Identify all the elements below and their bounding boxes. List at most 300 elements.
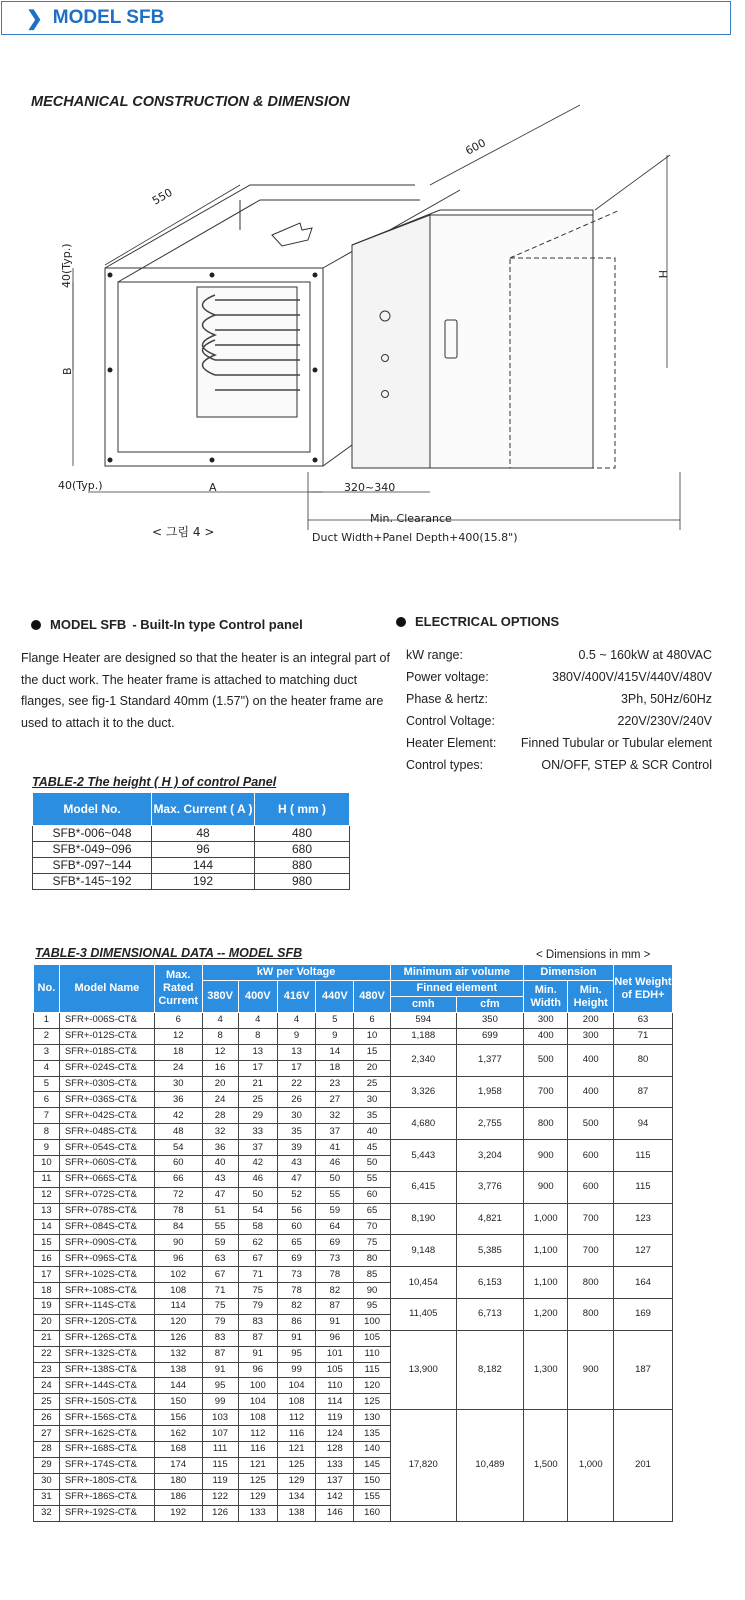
table-cell: 129 xyxy=(238,1489,277,1505)
table-cell: SFR+-048S-CT& xyxy=(59,1124,154,1140)
electrical-heading xyxy=(396,614,559,629)
table-cell: 27 xyxy=(316,1092,354,1108)
table-cell: 90 xyxy=(354,1283,390,1299)
table-cell: 2,340 xyxy=(390,1044,456,1076)
table-cell: 69 xyxy=(277,1251,315,1267)
table-cell: 21 xyxy=(238,1076,277,1092)
table-cell: 40 xyxy=(202,1156,238,1172)
table-cell: 800 xyxy=(524,1108,568,1140)
table-cell: 22 xyxy=(277,1076,315,1092)
table-cell: 700 xyxy=(524,1076,568,1108)
table-cell: 123 xyxy=(613,1203,672,1235)
table-cell: 169 xyxy=(613,1299,672,1331)
table-cell: 66 xyxy=(154,1171,202,1187)
table-cell: 46 xyxy=(316,1156,354,1172)
table-cell: 71 xyxy=(202,1283,238,1299)
table-cell: 47 xyxy=(277,1171,315,1187)
table-cell: 126 xyxy=(202,1505,238,1521)
duct-width-note: Duct Width+Panel Depth+400(15.8") xyxy=(312,531,518,544)
table-row xyxy=(34,1044,673,1060)
table-cell: 43 xyxy=(277,1156,315,1172)
table-cell: 174 xyxy=(154,1457,202,1473)
table-cell: 73 xyxy=(277,1267,315,1283)
header-air: Minimum air volume xyxy=(390,965,523,981)
table-cell: 121 xyxy=(277,1442,315,1458)
table-cell: 47 xyxy=(202,1187,238,1203)
table-cell: 71 xyxy=(613,1028,672,1044)
table-cell: 115 xyxy=(202,1457,238,1473)
table-cell: 8,182 xyxy=(456,1330,523,1409)
dim-600-label: 600 xyxy=(463,136,488,158)
dim-320-340-label: 320~340 xyxy=(344,481,396,494)
table3 xyxy=(33,964,673,1522)
table-cell: 14 xyxy=(316,1044,354,1060)
table-cell: 119 xyxy=(202,1473,238,1489)
table-cell: 13 xyxy=(34,1203,60,1219)
table-cell: 126 xyxy=(154,1330,202,1346)
table-cell: 6 xyxy=(34,1092,60,1108)
table-cell: 9,148 xyxy=(390,1235,456,1267)
table-cell: 145 xyxy=(354,1457,390,1473)
table-cell: 138 xyxy=(154,1362,202,1378)
table-cell: SFR+-186S-CT& xyxy=(59,1489,154,1505)
table-cell: 80 xyxy=(613,1044,672,1076)
option-label: Power voltage: xyxy=(406,670,489,684)
table-cell: 124 xyxy=(316,1426,354,1442)
table-cell: 129 xyxy=(277,1473,315,1489)
header-cmh: cmh xyxy=(390,997,456,1013)
table-cell: 10 xyxy=(34,1156,60,1172)
table-cell: 138 xyxy=(277,1505,315,1521)
table-cell: 95 xyxy=(354,1299,390,1315)
table-cell: 800 xyxy=(568,1299,614,1331)
header-volt: 416V xyxy=(277,981,315,1013)
table-row xyxy=(34,1013,673,1029)
table-cell: SFR+-024S-CT& xyxy=(59,1060,154,1076)
header-model: Model Name xyxy=(59,965,154,1013)
table-cell: 56 xyxy=(277,1203,315,1219)
table-cell: 11,405 xyxy=(390,1299,456,1331)
table-cell: 62 xyxy=(238,1235,277,1251)
table-cell: 300 xyxy=(568,1028,614,1044)
table-cell: SFR+-036S-CT& xyxy=(59,1092,154,1108)
table-cell: 87 xyxy=(202,1346,238,1362)
table-cell: 96 xyxy=(316,1330,354,1346)
table-cell: SFR+-096S-CT& xyxy=(59,1251,154,1267)
dim-550-label: 550 xyxy=(150,185,175,208)
table-cell: 1,100 xyxy=(524,1267,568,1299)
table-cell: 8,190 xyxy=(390,1203,456,1235)
header-max-current: Max. Rated Current xyxy=(154,965,202,1013)
electrical-row xyxy=(406,688,712,710)
header-volt: 440V xyxy=(316,981,354,1013)
table2-header: H ( mm ) xyxy=(255,793,350,826)
table-cell: SFR+-138S-CT& xyxy=(59,1362,154,1378)
table-cell: 73 xyxy=(316,1251,354,1267)
table-cell: 164 xyxy=(613,1267,672,1299)
table-cell: 33 xyxy=(238,1124,277,1140)
table-cell: 90 xyxy=(154,1235,202,1251)
table-cell: 900 xyxy=(524,1140,568,1172)
table-cell: 114 xyxy=(154,1299,202,1315)
table-cell: 125 xyxy=(354,1394,390,1410)
table-cell: 50 xyxy=(316,1171,354,1187)
table-cell: 4 xyxy=(34,1060,60,1076)
table-cell: 900 xyxy=(524,1171,568,1203)
table-cell: 115 xyxy=(613,1171,672,1203)
table-cell: 52 xyxy=(277,1187,315,1203)
table-cell: 134 xyxy=(277,1489,315,1505)
table-cell: 3 xyxy=(34,1044,60,1060)
electrical-row xyxy=(406,644,712,666)
table-cell: 67 xyxy=(202,1267,238,1283)
table-cell: 91 xyxy=(316,1314,354,1330)
table-cell: 1,188 xyxy=(390,1028,456,1044)
electrical-heading-label: ELECTRICAL OPTIONS xyxy=(415,614,560,629)
table-cell: 146 xyxy=(316,1505,354,1521)
table-cell: SFR+-102S-CT& xyxy=(59,1267,154,1283)
table-cell: 116 xyxy=(277,1426,315,1442)
table-cell: 132 xyxy=(154,1346,202,1362)
table-cell: 8 xyxy=(238,1028,277,1044)
table-cell: 17 xyxy=(238,1060,277,1076)
table-cell: 1,377 xyxy=(456,1044,523,1076)
table-cell: 86 xyxy=(277,1314,315,1330)
table2-header: Model No. xyxy=(33,793,152,826)
table3-caption: TABLE-3 DIMENSIONAL DATA -- MODEL SFB xyxy=(35,946,303,960)
table-cell: 7 xyxy=(34,1108,60,1124)
table-cell: 12 xyxy=(202,1044,238,1060)
table-cell: 600 xyxy=(568,1171,614,1203)
table-cell: 2,755 xyxy=(456,1108,523,1140)
table-cell: 900 xyxy=(568,1330,614,1409)
table-cell: 140 xyxy=(354,1442,390,1458)
table-cell: 4 xyxy=(238,1013,277,1029)
table-cell: 100 xyxy=(238,1378,277,1394)
table-cell: 5 xyxy=(34,1076,60,1092)
table-cell: 104 xyxy=(277,1378,315,1394)
table-cell: 25 xyxy=(238,1092,277,1108)
table2-caption: TABLE-2 The height ( H ) of control Panel xyxy=(32,775,277,789)
table-cell: SFR+-162S-CT& xyxy=(59,1426,154,1442)
header-volt: 400V xyxy=(238,981,277,1013)
table-row xyxy=(33,826,350,842)
table-cell: SFR+-072S-CT& xyxy=(59,1187,154,1203)
table-cell: 35 xyxy=(354,1108,390,1124)
model-heading-sub: - Built-In type Control panel xyxy=(132,617,303,632)
table-cell: 22 xyxy=(34,1346,60,1362)
electrical-row xyxy=(406,732,712,754)
table-cell: 28 xyxy=(202,1108,238,1124)
table-cell: 55 xyxy=(354,1171,390,1187)
table-cell: 29 xyxy=(34,1457,60,1473)
table-cell: 16 xyxy=(34,1251,60,1267)
header-min-width: Min. Width xyxy=(524,981,568,1013)
table-cell: 699 xyxy=(456,1028,523,1044)
table-cell: 29 xyxy=(238,1108,277,1124)
table-cell: 78 xyxy=(154,1203,202,1219)
table-cell: 67 xyxy=(238,1251,277,1267)
table-cell: 116 xyxy=(238,1442,277,1458)
electrical-options-list xyxy=(406,644,712,776)
table-cell: 94 xyxy=(613,1108,672,1140)
option-value: 0.5 ~ 160kW at 480VAC xyxy=(578,648,712,662)
table-cell: 20 xyxy=(354,1060,390,1076)
table-cell: 83 xyxy=(238,1314,277,1330)
table-cell: 160 xyxy=(354,1505,390,1521)
bullet-icon xyxy=(31,620,41,630)
table-cell: 8 xyxy=(202,1028,238,1044)
table-cell: 25 xyxy=(354,1076,390,1092)
table-cell: 1,000 xyxy=(568,1410,614,1521)
table-cell: 133 xyxy=(238,1505,277,1521)
table-cell: SFR+-126S-CT& xyxy=(59,1330,154,1346)
table-cell: 87 xyxy=(613,1076,672,1108)
table-cell: 11 xyxy=(34,1171,60,1187)
table-cell: 105 xyxy=(316,1362,354,1378)
table-cell: 144 xyxy=(152,858,255,874)
table-cell: 1,500 xyxy=(524,1410,568,1521)
table-cell: 980 xyxy=(255,874,350,890)
table-cell: 84 xyxy=(154,1219,202,1235)
dim-b-label: B xyxy=(61,367,74,375)
table-cell: 135 xyxy=(354,1426,390,1442)
table-cell: 23 xyxy=(316,1076,354,1092)
header-net-weight: Net Weight of EDH+ xyxy=(613,965,672,1013)
table-cell: 3,326 xyxy=(390,1076,456,1108)
option-value: Finned Tubular or Tubular element xyxy=(520,736,712,750)
table-cell: 27 xyxy=(34,1426,60,1442)
table-cell: 5 xyxy=(316,1013,354,1029)
table-cell: 46 xyxy=(238,1171,277,1187)
table-cell: 21 xyxy=(34,1330,60,1346)
table-row xyxy=(34,1410,673,1426)
table-row xyxy=(34,1140,673,1156)
table-cell: 64 xyxy=(316,1219,354,1235)
table-row xyxy=(34,1028,673,1044)
header-cfm: cfm xyxy=(456,997,523,1013)
table-cell: 58 xyxy=(238,1219,277,1235)
table-cell: 127 xyxy=(613,1235,672,1267)
table-row xyxy=(34,1171,673,1187)
section-title: MECHANICAL CONSTRUCTION & DIMENSION xyxy=(31,94,350,110)
table-cell: 350 xyxy=(456,1013,523,1029)
table-cell: 6,415 xyxy=(390,1171,456,1203)
table-cell: 4 xyxy=(277,1013,315,1029)
dim-h-label: H xyxy=(656,270,669,279)
table-cell: 75 xyxy=(238,1283,277,1299)
option-label: Phase & hertz: xyxy=(406,692,488,706)
table-cell: 10 xyxy=(354,1028,390,1044)
table-cell: 112 xyxy=(277,1410,315,1426)
table-row xyxy=(34,1267,673,1283)
table-cell: 12 xyxy=(34,1187,60,1203)
table-cell: 300 xyxy=(524,1013,568,1029)
table-cell: 17,820 xyxy=(390,1410,456,1521)
table-cell: 880 xyxy=(255,858,350,874)
table-cell: 82 xyxy=(277,1299,315,1315)
table-cell: SFR+-156S-CT& xyxy=(59,1410,154,1426)
table-cell: 200 xyxy=(568,1013,614,1029)
table-cell: 108 xyxy=(238,1410,277,1426)
table-cell: SFR+-060S-CT& xyxy=(59,1156,154,1172)
table-cell: 45 xyxy=(354,1140,390,1156)
table-cell: 6 xyxy=(354,1013,390,1029)
table-cell: 18 xyxy=(154,1044,202,1060)
table-cell: 4,680 xyxy=(390,1108,456,1140)
table-cell: 1,200 xyxy=(524,1299,568,1331)
table-cell: 400 xyxy=(524,1028,568,1044)
table-cell: 1,958 xyxy=(456,1076,523,1108)
table-cell: 71 xyxy=(238,1267,277,1283)
table-cell: 150 xyxy=(154,1394,202,1410)
table-cell: 55 xyxy=(202,1219,238,1235)
option-label: Control Voltage: xyxy=(406,714,495,728)
table-cell: 37 xyxy=(238,1140,277,1156)
table-cell: 130 xyxy=(354,1410,390,1426)
table-row xyxy=(34,1203,673,1219)
table-cell: 26 xyxy=(34,1410,60,1426)
page-title: MODEL SFB xyxy=(52,7,165,28)
table-cell: 23 xyxy=(34,1362,60,1378)
table-cell: 63 xyxy=(613,1013,672,1029)
table-cell: 50 xyxy=(238,1187,277,1203)
table-row xyxy=(34,1076,673,1092)
table-cell: 104 xyxy=(238,1394,277,1410)
table-cell: 87 xyxy=(316,1299,354,1315)
table-cell: 500 xyxy=(524,1044,568,1076)
table-row xyxy=(33,858,350,874)
table-cell: 119 xyxy=(316,1410,354,1426)
table-cell: 69 xyxy=(316,1235,354,1251)
table-cell: 30 xyxy=(154,1076,202,1092)
table-cell: 54 xyxy=(238,1203,277,1219)
table-cell: 48 xyxy=(152,826,255,842)
table-cell: 4,821 xyxy=(456,1203,523,1235)
table-cell: 30 xyxy=(354,1092,390,1108)
table-cell: 800 xyxy=(568,1267,614,1299)
table-cell: SFR+-108S-CT& xyxy=(59,1283,154,1299)
table-row xyxy=(33,842,350,858)
header-dimension: Dimension xyxy=(524,965,614,981)
table-cell: 24 xyxy=(154,1060,202,1076)
table-cell: 35 xyxy=(277,1124,315,1140)
table-cell: SFR+-132S-CT& xyxy=(59,1346,154,1362)
table-cell: 180 xyxy=(154,1473,202,1489)
option-value: 220V/230V/240V xyxy=(617,714,712,728)
table-cell: 115 xyxy=(613,1140,672,1172)
table-cell: 80 xyxy=(354,1251,390,1267)
dimensions-note: < Dimensions in mm > xyxy=(536,949,651,961)
table-cell: 87 xyxy=(238,1330,277,1346)
table-cell: 36 xyxy=(154,1092,202,1108)
table-cell: SFR+-192S-CT& xyxy=(59,1505,154,1521)
header-finned: Finned element xyxy=(390,981,523,997)
table-cell: 13 xyxy=(277,1044,315,1060)
table-cell: SFR+-066S-CT& xyxy=(59,1171,154,1187)
table-cell: SFR+-042S-CT& xyxy=(59,1108,154,1124)
table-cell: SFR+-084S-CT& xyxy=(59,1219,154,1235)
table-cell: 156 xyxy=(154,1410,202,1426)
table-cell: 18 xyxy=(316,1060,354,1076)
header-no: No. xyxy=(34,965,60,1013)
header-min-height: Min. Height xyxy=(568,981,614,1013)
description-text: Flange Heater are designed so that the heater is an integral part of the duct work. The heater frame is attached to matching duct flanges, see fig-1 Standard 40mm (1.57") on the heater frame are used to attach it to the duct. xyxy=(21,651,390,730)
table-cell: 91 xyxy=(277,1330,315,1346)
table-cell: 1,300 xyxy=(524,1330,568,1409)
table-cell: 186 xyxy=(154,1489,202,1505)
table-cell: 108 xyxy=(277,1394,315,1410)
table-cell: 14 xyxy=(34,1219,60,1235)
table-cell: SFR+-150S-CT& xyxy=(59,1394,154,1410)
option-value: 3Ph, 50Hz/60Hz xyxy=(620,692,712,706)
table-cell: 700 xyxy=(568,1203,614,1235)
table-cell: 115 xyxy=(354,1362,390,1378)
table-row xyxy=(34,1108,673,1124)
table-cell: 1,000 xyxy=(524,1203,568,1235)
table-cell: 3,204 xyxy=(456,1140,523,1172)
table-cell: 13,900 xyxy=(390,1330,456,1409)
table-cell: 187 xyxy=(613,1330,672,1409)
table-cell: 91 xyxy=(202,1362,238,1378)
table-cell: 142 xyxy=(316,1489,354,1505)
table-cell: 500 xyxy=(568,1108,614,1140)
table-cell: 42 xyxy=(154,1108,202,1124)
bullet-icon xyxy=(396,617,406,627)
table-cell: 600 xyxy=(568,1140,614,1172)
table-cell: 40 xyxy=(354,1124,390,1140)
table-cell: 19 xyxy=(34,1299,60,1315)
table-cell: 20 xyxy=(202,1076,238,1092)
table-cell: 60 xyxy=(354,1187,390,1203)
table-cell: 125 xyxy=(277,1457,315,1473)
table-cell: 125 xyxy=(238,1473,277,1489)
option-label: Heater Element: xyxy=(406,736,497,750)
table-cell: 96 xyxy=(152,842,255,858)
table2-header: Max. Current ( A ) xyxy=(152,793,255,826)
table-cell: 9 xyxy=(277,1028,315,1044)
table-cell: 83 xyxy=(202,1330,238,1346)
table-cell: 30 xyxy=(34,1473,60,1489)
table-cell: 16 xyxy=(202,1060,238,1076)
figure-caption: < 그림 4 > xyxy=(152,525,215,539)
header-volt: 480V xyxy=(354,981,390,1013)
heater-drawing xyxy=(40,100,720,560)
table-cell: 72 xyxy=(154,1187,202,1203)
table-cell: 680 xyxy=(255,842,350,858)
table-cell: 41 xyxy=(316,1140,354,1156)
table-cell: SFR+-012S-CT& xyxy=(59,1028,154,1044)
table-cell: 137 xyxy=(316,1473,354,1489)
table-cell: 10,489 xyxy=(456,1410,523,1521)
table-cell: 9 xyxy=(34,1140,60,1156)
table-cell: 10,454 xyxy=(390,1267,456,1299)
table-cell: 75 xyxy=(202,1299,238,1315)
table-cell: SFR+-114S-CT& xyxy=(59,1299,154,1315)
table-cell: 400 xyxy=(568,1044,614,1076)
table-cell: 101 xyxy=(316,1346,354,1362)
table-cell: 99 xyxy=(202,1394,238,1410)
table-cell: 3,776 xyxy=(456,1171,523,1203)
table-cell: 91 xyxy=(238,1346,277,1362)
table-cell: SFR+-018S-CT& xyxy=(59,1044,154,1060)
table-cell: 26 xyxy=(277,1092,315,1108)
table-cell: SFB*-097~144 xyxy=(33,858,152,874)
table-cell: 102 xyxy=(154,1267,202,1283)
dim-40typ-top-label: 40(Typ.) xyxy=(60,243,73,288)
table-cell: 13 xyxy=(238,1044,277,1060)
table-cell: 6,153 xyxy=(456,1267,523,1299)
